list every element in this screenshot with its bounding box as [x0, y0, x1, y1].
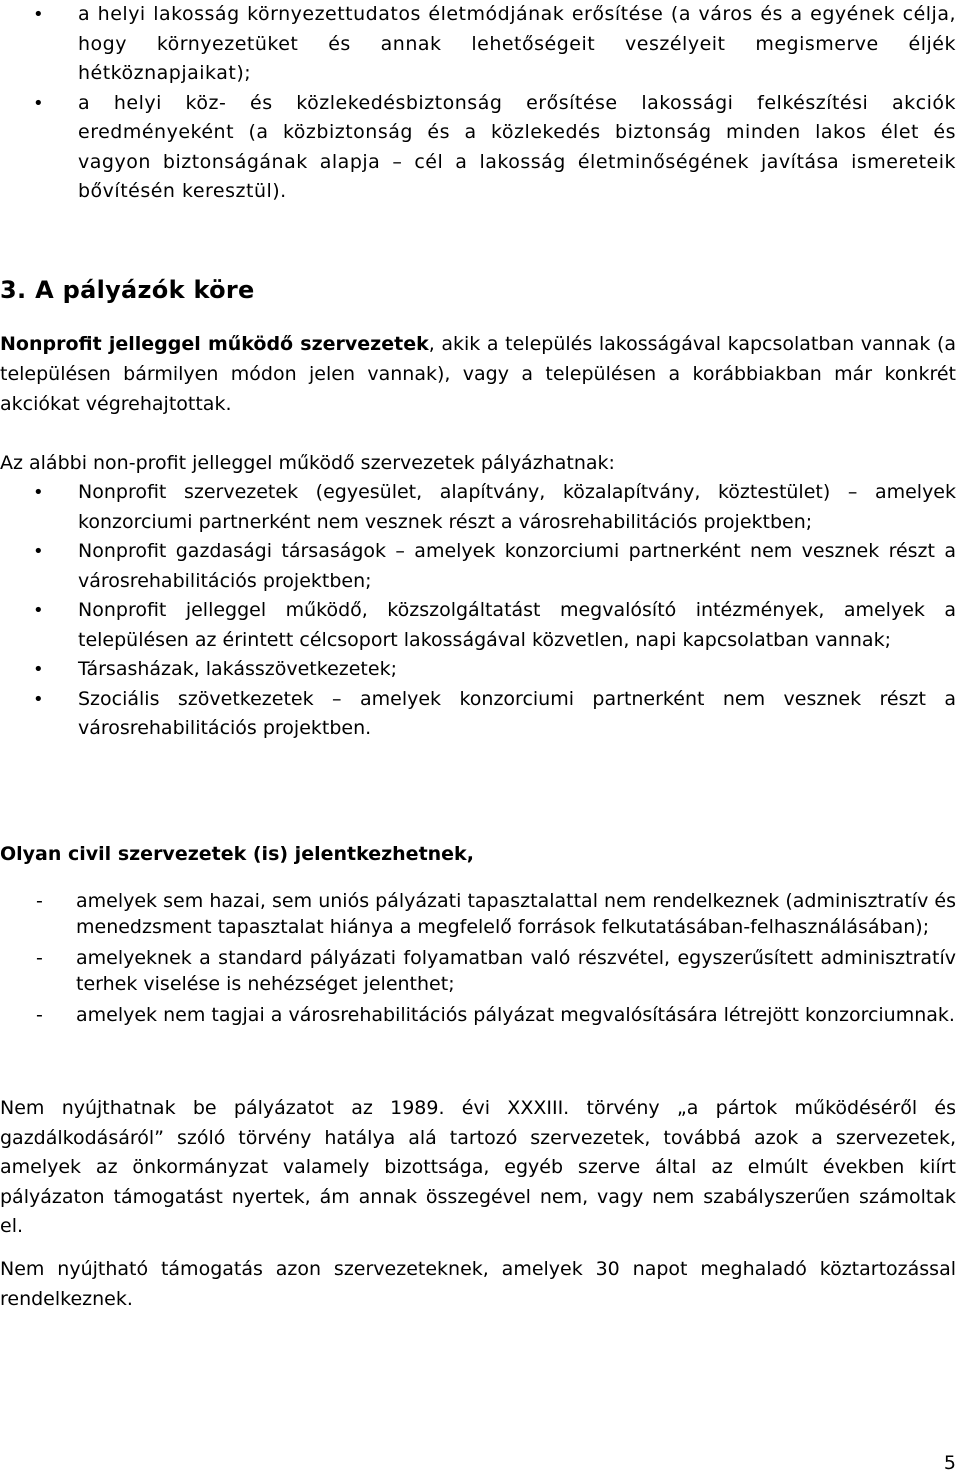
list-item	[0, 655, 956, 685]
list-item-text: a helyi köz- és közlekedésbiztonság erősítése lakossági felkészítési akciók eredményeként (a közbiztonság és a közlekedés biztonság minden lakos élet és vagyon biztonságának alapja – cél a lakosság életminőségének javítása ismereteik bővítésén keresztül).	[78, 91, 956, 202]
section-heading: 3. A pályázók köre	[0, 276, 255, 304]
list-item-text: Szociális szövetkezetek – amelyek konzorciumi partnerként nem vesznek részt a városrehabilitációs projektben.	[78, 687, 956, 739]
list-item	[0, 888, 956, 940]
list-item-text: Nonprofit szervezetek (egyesület, alapítvány, közalapítvány, köztestület) – amelyek konzorciumi partnerként nem vesznek részt a városrehabilitációs projektben;	[78, 481, 956, 533]
bullet-icon: •	[33, 4, 45, 25]
list-item	[0, 0, 956, 89]
exclusion-paragraph: Nem nyújthatnak be pályázatot az 1989. évi XXXIII. törvény „a pártok működéséről és gazdálkodásáról” szóló törvény hatálya alá tartozó szervezetek, továbbá azok a szervezetek, amelyek az önkormányzat valamely bizottsága, egyéb szerve által az elmúlt években kiírt pályázaton támogatást nyertek, ám annak összegével nem, vagy nem szabályszerűen számoltak el.	[0, 1097, 956, 1237]
applicants-paragraph	[0, 329, 956, 419]
list-item-text: Nonprofit gazdasági társaságok – amelyek konzorciumi partnerként nem vesznek részt a városrehabilitációs projektben;	[78, 540, 956, 592]
list-item-text: amelyek sem hazai, sem uniós pályázati tapasztalattal nem rendelkeznek (adminisztratív és menedzsment tapasztalat hiánya a megfelelő források felkutatásában-felhasználásában);	[76, 890, 956, 938]
list-item	[0, 945, 956, 997]
bullet-icon: •	[33, 659, 44, 680]
dash-icon: -	[36, 890, 43, 912]
list-item	[0, 596, 956, 655]
list-item	[0, 478, 956, 537]
list-item-text: a helyi lakosság környezettudatos életmódjának erősítése (a város és a egyének célja, hogy környezetüket és annak lehetőségeit veszélyeit megismerve éljék hétköznapjaikat);	[78, 3, 956, 84]
list-item	[0, 89, 956, 207]
applicants-rest: , akik a település lakosságával kapcsolatban vannak (a településen bármilyen módon jelen vannak), vagy a településen a korábbiakban már konkrét akciókat végrehajtottak.	[0, 333, 956, 415]
civil-subheading: Olyan civil szervezetek (is) jelentkezhetnek,	[0, 843, 474, 865]
applicants-bold-lead: Nonprofit jelleggel működő szervezetek	[0, 333, 429, 355]
bullet-icon: •	[33, 600, 44, 621]
civil-dash-list	[0, 888, 956, 1033]
eligible-bullet-list	[0, 478, 956, 744]
bullet-icon: •	[33, 482, 44, 503]
bullet-icon: •	[33, 688, 44, 710]
intro-bullet-list	[0, 0, 956, 207]
page-number: 5	[943, 1452, 956, 1474]
dash-icon: -	[36, 947, 43, 969]
list-item	[0, 685, 956, 744]
eligible-intro: Az alábbi non-profit jelleggel működő szervezetek pályázhatnak:	[0, 452, 615, 474]
bullet-icon: •	[33, 541, 44, 562]
list-item-text: Társasházak, lakásszövetkezetek;	[78, 658, 397, 680]
list-item-text: Nonprofit jelleggel működő, közszolgáltatást megvalósító intézmények, amelyek a településen az érintett célcsoport lakosságával közvetlen, napi kapcsolatban vannak;	[78, 599, 956, 651]
list-item-text: amelyek nem tagjai a városrehabilitációs pályázat megvalósítására létrejött konzorciumnak.	[76, 1004, 955, 1026]
list-item	[0, 1002, 956, 1028]
dash-icon: -	[36, 1004, 43, 1026]
list-item-text: amelyeknek a standard pályázati folyamatban való részvétel, egyszerűsített adminisztratív terhek viselése is nehézséget jelenthet;	[76, 947, 956, 995]
list-item	[0, 537, 956, 596]
bullet-icon: •	[33, 92, 45, 114]
debt-exclusion-paragraph: Nem nyújtható támogatás azon szervezeteknek, amelyek 30 napot meghaladó köztartozással rendelkeznek.	[0, 1258, 956, 1310]
